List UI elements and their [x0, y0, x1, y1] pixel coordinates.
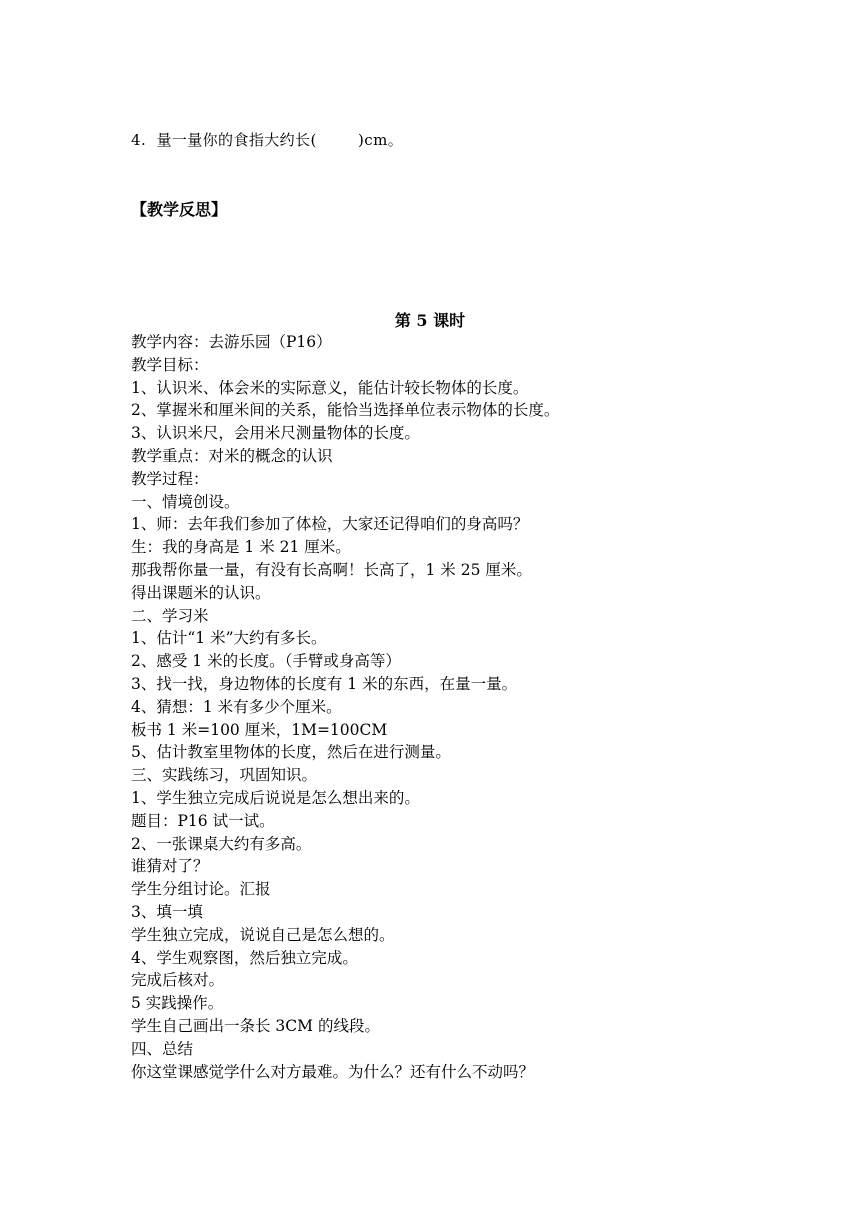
lesson-line: 谁猜对了？: [131, 857, 209, 876]
teaching-reflection-heading: 【教学反思】: [131, 200, 228, 219]
lesson-line: 四、总结: [131, 1039, 194, 1058]
lesson-title-text: 第 5 课时: [394, 311, 466, 330]
lesson-line: 教学内容：去游乐园（P16）: [131, 333, 332, 351]
exercise-question-4: 4. 量一量你的食指大约长( )cm。: [131, 131, 404, 149]
lesson-line: 3、认识米尺，会用米尺测量物体的长度。: [131, 424, 420, 443]
lesson-line: 学生独立完成，说说自己是怎么想的。: [131, 925, 395, 944]
lesson-line: 3、找一找，身边物体的长度有 1 米的东西，在量一量。: [131, 674, 518, 693]
lesson-line: 1、学生独立完成后说说是怎么想出来的。: [131, 788, 420, 807]
lesson-line: 5、估计教室里物体的长度，然后在进行测量。: [131, 743, 451, 762]
lesson-line: 2、感受 1 米的长度。（手臂或身高等）: [131, 652, 401, 671]
lesson-line: 三、实践练习，巩固知识。: [131, 766, 318, 785]
lesson-line: 二、学习米: [131, 606, 209, 625]
lesson-line: 板书 1 米=100 厘米，1M=100CM: [131, 720, 388, 739]
lesson-line: 学生自己画出一条长 3CM 的线段。: [131, 1016, 380, 1035]
lesson-line: 一、情境创设。: [131, 492, 240, 511]
lesson-line: 得出课题米的认识。: [131, 583, 271, 602]
lesson-line: 教学目标：: [131, 355, 209, 374]
lesson-line: 1、认识米、体会米的实际意义，能估计较长物体的长度。: [131, 378, 529, 397]
lesson-line: 5 实践操作。: [131, 994, 224, 1013]
lesson-title: [0, 308, 860, 331]
lesson-line: 那我帮你量一量，有没有长高啊！长高了，1 米 25 厘米。: [131, 560, 532, 579]
lesson-line: 1、师：去年我们参加了体检，大家还记得咱们的身高吗？: [131, 515, 529, 534]
lesson-line: 生：我的身高是 1 米 21 厘米。: [131, 538, 351, 557]
lesson-line: 1、估计“1 米”大约有多长。: [131, 629, 327, 648]
lesson-line: 2、掌握米和厘米间的关系，能恰当选择单位表示物体的长度。: [131, 401, 560, 420]
lesson-line: 4、猜想：1 米有多少个厘米。: [131, 697, 342, 716]
lesson-line: 题目：P16 试一试。: [131, 811, 275, 830]
lesson-line: 学生分组讨论。汇报: [131, 880, 271, 899]
lesson-line: 教学重点：对米的概念的认识: [131, 446, 333, 465]
lesson-line: 3、填一填: [131, 902, 203, 921]
lesson-body: [131, 331, 731, 1083]
lesson-line: 完成后核对。: [131, 971, 225, 990]
lesson-line: 你这堂课感觉学什么对方最难。为什么？还有什么不动吗？: [131, 1062, 535, 1081]
lesson-line: 教学过程：: [131, 469, 209, 488]
lesson-line: 2、一张课桌大约有多高。: [131, 834, 312, 853]
lesson-line: 4、学生观察图，然后独立完成。: [131, 948, 358, 967]
